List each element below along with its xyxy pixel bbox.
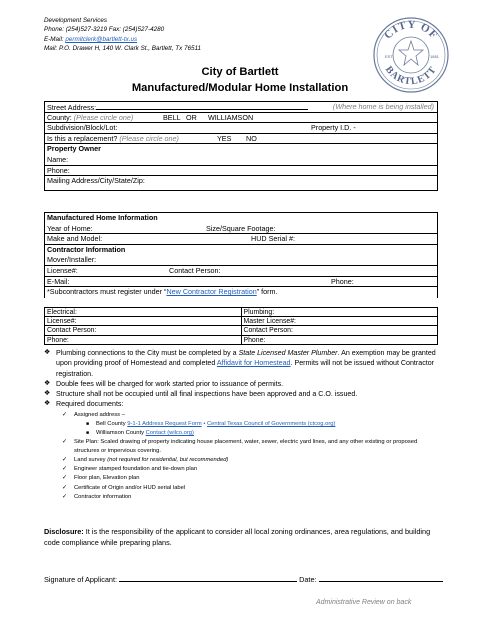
new-contractor-registration-link[interactable]: New Contractor Registration	[166, 287, 257, 297]
requirements-list	[44, 348, 444, 502]
doc-text: Land survey	[74, 457, 108, 464]
signature-field[interactable]	[119, 574, 297, 582]
electrical-license-field[interactable]: License#:	[44, 317, 242, 327]
subcontractor-grid	[44, 307, 438, 345]
owner-phone-field[interactable]: Phone:	[45, 166, 437, 177]
sub-row	[44, 326, 438, 336]
owner-heading: Property Owner	[47, 144, 101, 154]
note-text: Double fees will be charged for work started prior to issuance of permits.	[56, 379, 284, 388]
disclosure-label: Disclosure:	[44, 527, 84, 536]
replacement-row	[45, 134, 437, 145]
svg-text:CITY OF	[382, 19, 440, 42]
county-or: OR	[186, 112, 197, 122]
seal-est: EST.	[385, 54, 394, 59]
year-size-row	[45, 224, 437, 235]
property-form-box	[44, 101, 438, 191]
street-row	[45, 102, 437, 113]
letterhead	[44, 16, 201, 54]
subcontractor-note	[45, 287, 437, 298]
mail-address: Mail: P.O. Drawer H, 140 W. Clark St., Bartlett, Tx 76511	[44, 45, 202, 53]
county-label: County:	[47, 112, 72, 122]
doc-text: Floor plan, Elevation plan	[74, 475, 140, 482]
subdivision-label: Subdivision/Block/Lot:	[47, 123, 118, 133]
plumbing-phone-field[interactable]: Phone:	[242, 336, 439, 346]
disclosure-text: It is the responsibility of the applicant to consider all local zoning ordinances, area regulations, and building code compliance while preparing plans.	[44, 527, 431, 548]
doc-certificate	[44, 484, 444, 493]
dept-name: Development Services	[44, 17, 107, 24]
signature-label: Signature of Applicant:	[44, 575, 118, 584]
email-phone-row	[45, 277, 437, 288]
plumbing-contact-field[interactable]: Contact Person:	[242, 326, 439, 336]
size-field[interactable]: Size/Square Footage:	[206, 223, 276, 233]
home-heading: Manufactured Home Information	[47, 213, 158, 222]
subcontractor-note-post: ” form.	[256, 287, 278, 297]
note-text: Plumbing connections to the City must be completed by a	[56, 349, 239, 357]
page-subtitle: Manufactured/Modular Home Installation	[131, 82, 349, 94]
electrical-phone-field[interactable]: Phone:	[44, 336, 242, 346]
checkmark-icon: ✓	[62, 466, 67, 473]
hud-field[interactable]: HUD Serial #:	[251, 234, 295, 244]
date-field[interactable]	[319, 574, 443, 582]
seal-top-text: CITY OF	[381, 18, 441, 42]
replacement-yes[interactable]: YES	[217, 133, 232, 143]
doc-contractor-info	[44, 493, 444, 502]
note-plumbing	[44, 348, 444, 379]
mover-field[interactable]: Mover/Installer:	[45, 255, 437, 266]
doc-text: Engineer stamped foundation and tie-down plan	[74, 466, 198, 473]
subcontractor-note-pre: *Subcontractors must register under “	[47, 287, 167, 297]
property-id-label: Property I.D. -	[311, 123, 356, 133]
note-double-fees	[44, 379, 444, 389]
doc-floor-plan	[44, 474, 444, 483]
checkmark-icon: ✓	[62, 439, 67, 446]
doc-bell-county	[44, 420, 444, 429]
contact-field[interactable]: Contact Person:	[169, 265, 221, 275]
owner-name-field[interactable]: Name:	[45, 155, 437, 166]
square-bullet-icon: ■	[86, 420, 90, 427]
seal-year: 1881	[430, 54, 439, 59]
checkmark-icon: ✓	[62, 411, 67, 418]
sub-row	[44, 317, 438, 327]
electrical-contact-field[interactable]: Contact Person:	[44, 326, 242, 336]
wilco-contact-link[interactable]: Contact (wilco.org)	[145, 429, 194, 436]
doc-note: (not required for residential, but recommended)	[107, 457, 229, 464]
contractor-email-field[interactable]: E-Mail:	[47, 276, 70, 286]
doc-text: Williamson County	[96, 429, 146, 436]
doc-land-survey	[44, 456, 444, 465]
make-hud-row	[45, 234, 437, 245]
owner-mailing-field[interactable]: Mailing Address/City/State/Zip:	[47, 176, 145, 186]
footer-note: Administrative Review on back	[316, 599, 412, 606]
license-contact-row	[45, 266, 437, 277]
county-option-williamson[interactable]: WILLIAMSON	[208, 112, 254, 122]
doc-williamson-county	[44, 429, 444, 438]
diamond-bullet-icon: ❖	[44, 400, 51, 408]
replacement-no[interactable]: NO	[246, 133, 257, 143]
year-field[interactable]: Year of Home:	[47, 223, 93, 233]
license-field[interactable]: License#:	[47, 265, 78, 275]
email-link[interactable]: permitclerk@bartlett-tx.us	[65, 35, 138, 43]
doc-text: Contractor information	[74, 493, 132, 500]
doc-text: Certificate of Origin and/or HUD serial label	[74, 484, 186, 491]
electrical-field[interactable]: Electrical:	[44, 307, 242, 317]
note-text: . Permits will not be issued without Contractor registration.	[56, 359, 435, 378]
page-title: City of Bartlett	[201, 66, 279, 78]
doc-engineer-plan	[44, 465, 444, 474]
county-row	[45, 113, 437, 124]
doc-text: Assigned address –	[74, 411, 125, 418]
street-label: Street Address:	[47, 103, 97, 112]
master-plumber-text: State Licensed Master Plumber	[238, 349, 338, 357]
replacement-note: (Please circle one)	[119, 133, 179, 143]
email-label: E-Mail:	[44, 35, 66, 43]
county-note: (Please circle one)	[73, 112, 134, 122]
disclosure	[44, 526, 440, 548]
signature-row	[44, 574, 443, 584]
subdivision-row	[45, 123, 437, 134]
doc-text: Bell County	[96, 420, 128, 427]
seal-bottom-text: BARTLETT	[382, 64, 440, 88]
note-text: . An exemption may be granted upon providing proof of Homestead and completed	[56, 349, 436, 368]
note-required-docs	[44, 399, 444, 409]
sub-row	[44, 336, 438, 346]
street-note: (Where home is being installed)	[332, 102, 434, 111]
diamond-bullet-icon: ❖	[44, 349, 51, 356]
note-text: Required documents:	[56, 400, 124, 409]
checkmark-icon: ✓	[62, 475, 67, 482]
contractor-heading: Contractor Information	[47, 244, 126, 254]
home-contractor-box	[44, 212, 438, 298]
doc-site-plan	[44, 438, 444, 456]
checkmark-icon: ✓	[62, 493, 67, 500]
checkmark-icon: ✓	[62, 457, 67, 464]
square-bullet-icon: ■	[86, 429, 90, 436]
phone-fax: Phone: (254)527-3219 Fax: (254)527-4280	[44, 26, 165, 34]
affidavit-homestead-link[interactable]: Affidavit for Homestead	[216, 359, 291, 368]
doc-assigned-address	[44, 411, 444, 420]
date-label: Date:	[299, 575, 317, 584]
email-line	[44, 35, 201, 44]
master-license-field[interactable]: Master License#:	[242, 317, 439, 327]
plumbing-field[interactable]: Plumbing:	[242, 307, 439, 317]
diamond-bullet-icon: ❖	[44, 390, 51, 398]
ctcog-link[interactable]: Central Texas Council of Governments (ctcog.org)	[206, 420, 336, 427]
make-field[interactable]: Make and Model:	[47, 234, 103, 244]
street-input[interactable]	[96, 102, 308, 110]
note-text: Structure shall not be occupied until all final inspections have been approved and a C.O. issued.	[56, 390, 358, 399]
diamond-bullet-icon: ❖	[44, 379, 51, 387]
bell-911-form-link[interactable]: 9-1-1 Address Request Form	[127, 420, 202, 427]
doc-text: Site Plan: Scaled drawing of property indicating house placement, water, sewer, electric yard lines, and any other existing or proposed structures or impervious covering.	[74, 439, 418, 455]
checkmark-icon: ✓	[62, 484, 67, 491]
sub-row	[44, 307, 438, 317]
link-separator: •	[201, 420, 207, 427]
replacement-label: Is this a replacement?	[47, 133, 118, 143]
contractor-phone-field[interactable]: Phone:	[331, 276, 354, 286]
county-option-bell[interactable]: BELL	[163, 112, 181, 122]
note-occupancy	[44, 389, 444, 399]
